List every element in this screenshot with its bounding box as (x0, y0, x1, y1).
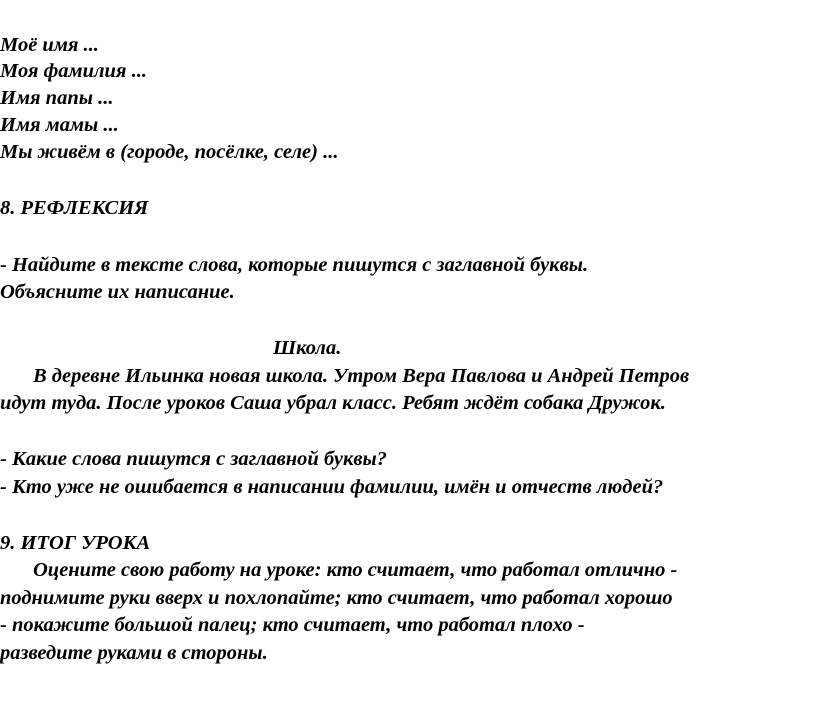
text-title: Школа. (273, 337, 342, 359)
section-8-task-line-1: - Найдите в тексте слова, которые пишутся с заглавной буквы. (0, 254, 589, 276)
question-2: - Кто уже не ошибается в написании фамилии, имён и отчеств людей? (0, 476, 664, 498)
text-line-1: В деревне Ильинка новая школа. Утром Вера Павлова и Андрей Петров (33, 365, 690, 387)
section-9-heading: 9. ИТОГ УРОКА (0, 532, 151, 554)
intro-line-name: Моё имя ... (0, 34, 99, 56)
section-8-heading: 8. РЕФЛЕКСИЯ (0, 197, 149, 219)
section-8-task-line-2: Объясните их написание. (0, 281, 235, 303)
section-9-line-4: разведите руками в стороны. (0, 642, 268, 664)
section-9-line-1: Оцените свою работу на уроке: кто считает, что работал отлично - (33, 559, 678, 581)
intro-line-residence: Мы живём в (городе, посёлке, селе) ... (0, 141, 339, 163)
question-1: - Какие слова пишутся с заглавной буквы? (0, 448, 388, 470)
section-9-line-2: поднимите руки вверх и похлопайте; кто считает, что работал хорошо (0, 587, 673, 609)
text-line-2: идут туда. После уроков Саша убрал класс. Ребят ждёт собака Дружок. (0, 392, 666, 414)
section-9-line-3: - покажите большой палец; кто считает, что работал плохо - (0, 614, 585, 636)
intro-line-father-name: Имя папы ... (0, 87, 114, 109)
intro-line-mother-name: Имя мамы ... (0, 114, 119, 136)
intro-line-surname: Моя фамилия ... (0, 60, 147, 82)
